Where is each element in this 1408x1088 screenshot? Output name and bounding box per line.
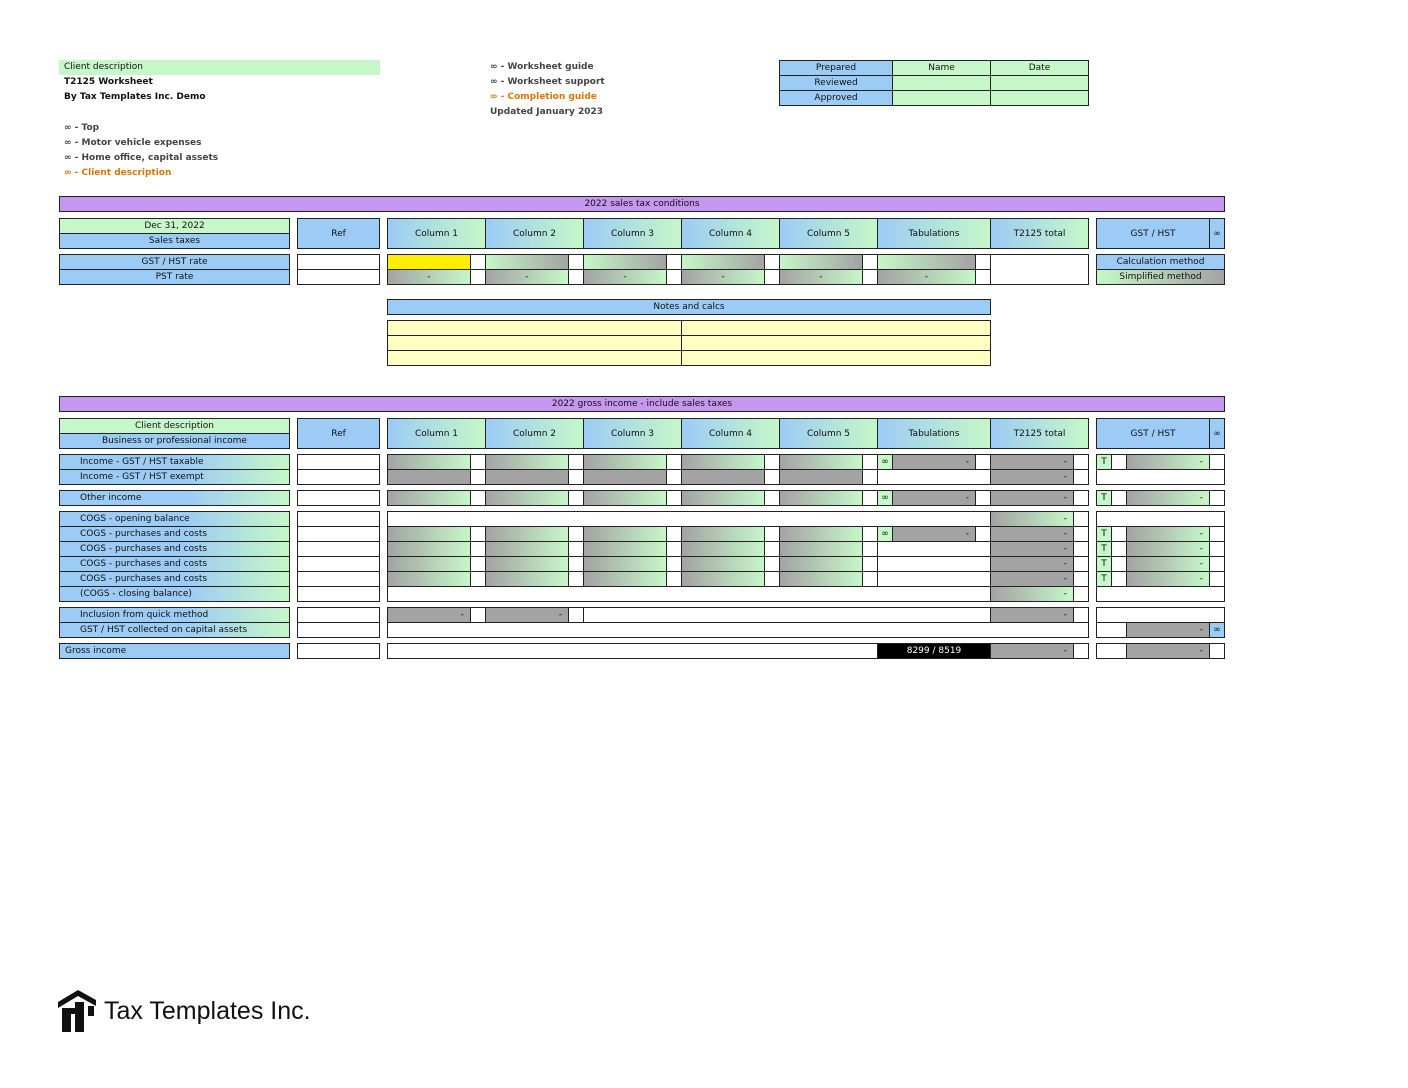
capital-gst-left <box>1096 622 1127 638</box>
cogs4-total-flag[interactable] <box>1073 571 1089 587</box>
taxable-col3-input[interactable] <box>583 454 667 470</box>
reviewed-name-input[interactable] <box>892 75 991 91</box>
quick-method-label: Inclusion from quick method <box>59 607 290 623</box>
cogs2-col1-flag[interactable] <box>470 541 486 557</box>
cogs-purchases-label-2: COGS - purchases and costs <box>59 541 290 557</box>
exempt-col2-input[interactable] <box>485 469 569 485</box>
ref-cogs-1[interactable] <box>297 526 380 542</box>
gst-hst-rate-label: GST / HST rate <box>59 254 290 270</box>
pst-rate-col4-flag[interactable] <box>764 269 780 285</box>
exempt-col1-flag[interactable] <box>470 469 486 485</box>
gross-line-reference: 8299 / 8519 <box>877 643 991 659</box>
pst-rate-col4: - <box>681 269 765 285</box>
income-column-3-header: Column 3 <box>583 418 682 449</box>
quick-col1-flag[interactable] <box>470 607 486 623</box>
quick-wide-blank <box>583 607 991 623</box>
cogs3-gst-marker: T <box>1096 556 1112 572</box>
other-col1-flag[interactable] <box>470 490 486 506</box>
ref-cogs-3[interactable] <box>297 556 380 572</box>
pst-rate-col5-flag[interactable] <box>862 269 878 285</box>
notes-row-2-right[interactable] <box>681 335 991 351</box>
calculation-method-option[interactable]: Calculation method <box>1096 254 1225 270</box>
cogs3-col2-flag[interactable] <box>568 556 584 572</box>
ref-taxable[interactable] <box>297 454 380 470</box>
cogs3-col3-flag[interactable] <box>666 556 682 572</box>
cogs1-col5-flag[interactable] <box>862 526 878 542</box>
cogs4-gst-marker: T <box>1096 571 1112 587</box>
cogs4-col4-flag[interactable] <box>764 571 780 587</box>
reviewed-label: Reviewed <box>779 75 893 91</box>
notes-row-1-left[interactable] <box>387 320 682 336</box>
ref-other[interactable] <box>297 490 380 506</box>
worksheet-name: T2125 Worksheet <box>64 77 153 87</box>
sales-column-3-header: Column 3 <box>583 218 682 249</box>
gross-gst-value: - <box>1126 643 1210 659</box>
cogs-close-total-flag[interactable] <box>1073 586 1089 602</box>
gst-rate-tab <box>877 254 976 270</box>
other-col5-input[interactable] <box>779 490 863 506</box>
taxable-gst-flag[interactable] <box>1111 454 1127 470</box>
simplified-method-option[interactable]: Simplified method <box>1096 269 1225 285</box>
ref-quick[interactable] <box>297 607 380 623</box>
quick-col2-flag[interactable] <box>568 607 584 623</box>
taxable-col1-flag[interactable] <box>470 454 486 470</box>
other-col1-input[interactable] <box>387 490 471 506</box>
cogs4-tab-blank <box>877 571 991 587</box>
nav-link-client-description[interactable]: ∞ - Client description <box>64 168 172 178</box>
other-gst-end[interactable] <box>1209 490 1225 506</box>
cogs1-col3-flag[interactable] <box>666 526 682 542</box>
notes-calcs-title: Notes and calcs <box>387 299 991 315</box>
gross-gst-end[interactable] <box>1209 643 1225 659</box>
cogs2-gst-marker: T <box>1096 541 1112 557</box>
other-tab-value: - <box>892 490 976 506</box>
cogs2-col5-flag[interactable] <box>862 541 878 557</box>
company-logo <box>56 988 98 1034</box>
taxable-total-flag[interactable] <box>1073 454 1089 470</box>
cogs1-col4-flag[interactable] <box>764 526 780 542</box>
exempt-col1-input[interactable] <box>387 469 471 485</box>
gst-rate-col4-flag[interactable] <box>764 254 780 270</box>
income-column-4-header: Column 4 <box>681 418 780 449</box>
other-total-flag[interactable] <box>1073 490 1089 506</box>
company-line: By Tax Templates Inc. Demo <box>64 92 206 102</box>
prepared-label: Prepared <box>779 60 893 76</box>
cogs4-col3-input[interactable] <box>583 571 667 587</box>
cogs3-col1-flag[interactable] <box>470 556 486 572</box>
pst-rate-ref[interactable] <box>297 269 380 285</box>
cogs2-col2-flag[interactable] <box>568 541 584 557</box>
date-header: Date <box>990 60 1089 76</box>
pst-rate-col1: - <box>387 269 471 285</box>
sales-tax-banner: 2022 sales tax conditions <box>59 196 1225 212</box>
other-gst-flag[interactable] <box>1111 490 1127 506</box>
income-column-2-header: Column 2 <box>485 418 584 449</box>
pst-rate-col1-flag[interactable] <box>470 269 486 285</box>
logo-text: Tax Templates Inc. <box>104 997 311 1025</box>
cogs1-gst-value: - <box>1126 526 1210 542</box>
taxable-tab-link[interactable]: ∞ <box>877 454 893 470</box>
cogs-close-wide <box>387 586 991 602</box>
notes-row-3-left[interactable] <box>387 350 682 366</box>
sales-column-2-header: Column 2 <box>485 218 584 249</box>
income-client-description: Client description <box>59 418 290 434</box>
house-logo-icon <box>56 988 98 1034</box>
cogs2-tab-blank <box>877 541 991 557</box>
cogs1-gst-end[interactable] <box>1209 526 1225 542</box>
other-income-label: Other income <box>59 490 290 506</box>
other-gst-marker: T <box>1096 490 1112 506</box>
other-gst-value: - <box>1126 490 1210 506</box>
other-col2-flag[interactable] <box>568 490 584 506</box>
cogs4-gst-flag[interactable] <box>1111 571 1127 587</box>
gross-gst-left <box>1096 643 1127 659</box>
cogs-open-total: - <box>990 511 1074 527</box>
cogs1-col1-flag[interactable] <box>470 526 486 542</box>
gst-rate-col2-flag[interactable] <box>568 254 584 270</box>
cogs3-col1-input[interactable] <box>387 556 471 572</box>
cogs-purchases-label-3: COGS - purchases and costs <box>59 556 290 572</box>
taxable-total: - <box>990 454 1074 470</box>
gst-rate-col5 <box>779 254 863 270</box>
sales-taxes-label: Sales taxes <box>59 233 290 249</box>
cogs3-gst-flag[interactable] <box>1111 556 1127 572</box>
taxable-col4-input[interactable] <box>681 454 765 470</box>
cogs4-col1-flag[interactable] <box>470 571 486 587</box>
quick-col1: - <box>387 607 471 623</box>
ref-cogs-4[interactable] <box>297 571 380 587</box>
cogs3-total: - <box>990 556 1074 572</box>
other-tab-flag[interactable] <box>975 490 991 506</box>
cogs-open-wide <box>387 511 991 527</box>
ref-cogs-open[interactable] <box>297 511 380 527</box>
gross-income-label: Gross income <box>59 643 290 659</box>
cogs3-col5-flag[interactable] <box>862 556 878 572</box>
taxable-gst-marker: T <box>1096 454 1112 470</box>
cogs2-gst-value: - <box>1126 541 1210 557</box>
cogs2-total-flag[interactable] <box>1073 541 1089 557</box>
exempt-col3-flag[interactable] <box>666 469 682 485</box>
other-col2-input[interactable] <box>485 490 569 506</box>
income-link-icon[interactable]: ∞ <box>1209 418 1225 449</box>
capital-gst-value: - <box>1126 622 1210 638</box>
income-ref-header: Ref <box>297 418 380 449</box>
cogs3-gst-value: - <box>1126 556 1210 572</box>
other-col4-flag[interactable] <box>764 490 780 506</box>
taxable-col5-input[interactable] <box>779 454 863 470</box>
taxable-tab-value: - <box>892 454 976 470</box>
notes-row-2-left[interactable] <box>387 335 682 351</box>
exempt-gst-blank <box>1096 469 1225 485</box>
exempt-total: - <box>990 469 1074 485</box>
cogs1-col1-input[interactable] <box>387 526 471 542</box>
cogs2-col5-input[interactable] <box>779 541 863 557</box>
exempt-col4-flag[interactable] <box>764 469 780 485</box>
other-col3-flag[interactable] <box>666 490 682 506</box>
cogs2-col4-input[interactable] <box>681 541 765 557</box>
gross-total-flag[interactable] <box>1073 643 1089 659</box>
gst-rate-tab-flag[interactable] <box>975 254 991 270</box>
cogs4-col2-input[interactable] <box>485 571 569 587</box>
cogs2-gst-end[interactable] <box>1209 541 1225 557</box>
ref-cogs-2[interactable] <box>297 541 380 557</box>
cogs1-gst-marker: T <box>1096 526 1112 542</box>
quick-gst-blank <box>1096 607 1225 623</box>
cogs-purchases-label-4: COGS - purchases and costs <box>59 571 290 587</box>
pst-rate-tab: - <box>877 269 976 285</box>
other-tab-link[interactable]: ∞ <box>877 490 893 506</box>
cogs-opening-label: COGS - opening balance <box>59 511 290 527</box>
nav-link-home-office[interactable]: ∞ - Home office, capital assets <box>64 153 219 163</box>
cogs-purchases-label-1: COGS - purchases and costs <box>59 526 290 542</box>
sales-ref-header: Ref <box>297 218 380 249</box>
cogs2-col3-flag[interactable] <box>666 541 682 557</box>
ref-gross[interactable] <box>297 643 380 659</box>
gst-rate-col1-flag[interactable] <box>470 254 486 270</box>
cogs4-col4-input[interactable] <box>681 571 765 587</box>
income-taxable-label: Income - GST / HST taxable <box>59 454 290 470</box>
sales-gst-hst-header: GST / HST <box>1096 218 1210 249</box>
gst-rate-col4 <box>681 254 765 270</box>
cogs-close-total: - <box>990 586 1074 602</box>
cogs1-gst-flag[interactable] <box>1111 526 1127 542</box>
cogs-closing-label: (COGS - closing balance) <box>59 586 290 602</box>
cogs2-col1-input[interactable] <box>387 541 471 557</box>
income-exempt-label: Income - GST / HST exempt <box>59 469 290 485</box>
cogs1-total: - <box>990 526 1074 542</box>
income-gst-hst-header: GST / HST <box>1096 418 1210 449</box>
cogs3-col4-input[interactable] <box>681 556 765 572</box>
cogs1-tab-flag[interactable] <box>975 526 991 542</box>
cogs2-col3-input[interactable] <box>583 541 667 557</box>
capital-wide-blank <box>387 622 1089 638</box>
gst-rate-col5-flag[interactable] <box>862 254 878 270</box>
cogs1-tab-value: - <box>892 526 976 542</box>
pst-rate-col3-flag[interactable] <box>666 269 682 285</box>
reviewed-date-input[interactable] <box>990 75 1089 91</box>
cogs2-col2-input[interactable] <box>485 541 569 557</box>
cogs4-total: - <box>990 571 1074 587</box>
cogs4-col1-input[interactable] <box>387 571 471 587</box>
ref-capital[interactable] <box>297 622 380 638</box>
gross-total: - <box>990 643 1074 659</box>
taxable-col3-flag[interactable] <box>666 454 682 470</box>
cogs4-col2-flag[interactable] <box>568 571 584 587</box>
cogs2-col4-flag[interactable] <box>764 541 780 557</box>
gst-hst-rate-ref[interactable] <box>297 254 380 270</box>
pst-rate-col2: - <box>485 269 569 285</box>
cogs2-gst-flag[interactable] <box>1111 541 1127 557</box>
taxable-col5-flag[interactable] <box>862 454 878 470</box>
taxable-gst-value: - <box>1126 454 1210 470</box>
client-description-label: Client description <box>64 62 143 72</box>
worksheet-support-link[interactable]: ∞ - Worksheet support <box>490 77 605 87</box>
taxable-col4-flag[interactable] <box>764 454 780 470</box>
exempt-col5-flag[interactable] <box>862 469 878 485</box>
sales-tabulations-header: Tabulations <box>877 218 991 249</box>
cogs3-gst-end[interactable] <box>1209 556 1225 572</box>
other-col5-flag[interactable] <box>862 490 878 506</box>
sales-column-1-header: Column 1 <box>387 218 486 249</box>
pst-rate-label: PST rate <box>59 269 290 285</box>
cogs4-gst-end[interactable] <box>1209 571 1225 587</box>
gst-rate-col2 <box>485 254 569 270</box>
cogs3-col3-input[interactable] <box>583 556 667 572</box>
taxable-gst-end[interactable] <box>1209 454 1225 470</box>
cogs2-total: - <box>990 541 1074 557</box>
cogs1-col2-input[interactable] <box>485 526 569 542</box>
updated-date: Updated January 2023 <box>490 107 604 117</box>
taxable-tab-flag[interactable] <box>975 454 991 470</box>
income-tabulations-header: Tabulations <box>877 418 991 449</box>
sales-t2125-total-header: T2125 total <box>990 218 1089 249</box>
sales-tax-date: Dec 31, 2022 <box>59 218 290 234</box>
cogs3-col4-flag[interactable] <box>764 556 780 572</box>
income-t2125-total-header: T2125 total <box>990 418 1089 449</box>
approved-name-input[interactable] <box>892 90 991 106</box>
cogs-open-total-flag[interactable] <box>1073 511 1089 527</box>
other-total: - <box>990 490 1074 506</box>
income-column-5-header: Column 5 <box>779 418 878 449</box>
other-col3-input[interactable] <box>583 490 667 506</box>
ref-cogs-close[interactable] <box>297 586 380 602</box>
name-header: Name <box>892 60 991 76</box>
sales-t2125-total-box <box>990 254 1089 285</box>
exempt-col5-input[interactable] <box>779 469 863 485</box>
income-column-1-header: Column 1 <box>387 418 486 449</box>
notes-row-1-right[interactable] <box>681 320 991 336</box>
notes-row-3-right[interactable] <box>681 350 991 366</box>
taxable-col1-input[interactable] <box>387 454 471 470</box>
sales-column-5-header: Column 5 <box>779 218 878 249</box>
gst-rate-col3 <box>583 254 667 270</box>
exempt-tab-blank <box>877 469 991 485</box>
cogs3-total-flag[interactable] <box>1073 556 1089 572</box>
cogs3-tab-blank <box>877 556 991 572</box>
ref-exempt[interactable] <box>297 469 380 485</box>
nav-link-top[interactable]: ∞ - Top <box>64 123 100 133</box>
exempt-col4-input[interactable] <box>681 469 765 485</box>
pst-rate-col5: - <box>779 269 863 285</box>
sales-column-4-header: Column 4 <box>681 218 780 249</box>
cogs-close-gst-blank <box>1096 586 1225 602</box>
worksheet-guide-link[interactable]: ∞ - Worksheet guide <box>490 62 594 72</box>
pst-rate-tab-flag[interactable] <box>975 269 991 285</box>
quick-col2: - <box>485 607 569 623</box>
pst-rate-col2-flag[interactable] <box>568 269 584 285</box>
cogs4-col5-flag[interactable] <box>862 571 878 587</box>
approved-date-input[interactable] <box>990 90 1089 106</box>
cogs4-col5-input[interactable] <box>779 571 863 587</box>
completion-guide-link[interactable]: ∞ - Completion guide <box>490 92 597 102</box>
cogs3-col5-input[interactable] <box>779 556 863 572</box>
business-income-label: Business or professional income <box>59 433 290 449</box>
capital-assets-gst-label: GST / HST collected on capital assets <box>59 622 290 638</box>
gross-wide-blank <box>387 643 878 659</box>
quick-total-flag[interactable] <box>1073 607 1089 623</box>
cogs1-col3-input[interactable] <box>583 526 667 542</box>
gross-income-banner: 2022 gross income - include sales taxes <box>59 396 1225 412</box>
capital-gst-link-icon[interactable]: ∞ <box>1209 622 1225 638</box>
other-col4-input[interactable] <box>681 490 765 506</box>
cogs1-col2-flag[interactable] <box>568 526 584 542</box>
exempt-total-flag[interactable] <box>1073 469 1089 485</box>
cogs3-col2-input[interactable] <box>485 556 569 572</box>
cogs1-total-flag[interactable] <box>1073 526 1089 542</box>
sales-link-icon[interactable]: ∞ <box>1209 218 1225 249</box>
quick-total: - <box>990 607 1074 623</box>
gst-rate-col3-flag[interactable] <box>666 254 682 270</box>
cogs4-gst-value: - <box>1126 571 1210 587</box>
approved-label: Approved <box>779 90 893 106</box>
pst-rate-col3: - <box>583 269 667 285</box>
cogs1-tab-link[interactable]: ∞ <box>877 526 893 542</box>
cogs1-col4-input[interactable] <box>681 526 765 542</box>
exempt-col2-flag[interactable] <box>568 469 584 485</box>
cogs4-col3-flag[interactable] <box>666 571 682 587</box>
exempt-col3-input[interactable] <box>583 469 667 485</box>
taxable-col2-flag[interactable] <box>568 454 584 470</box>
nav-link-motor-vehicle[interactable]: ∞ - Motor vehicle expenses <box>64 138 202 148</box>
taxable-col2-input[interactable] <box>485 454 569 470</box>
cogs1-col5-input[interactable] <box>779 526 863 542</box>
gst-rate-col1-input[interactable] <box>387 254 471 270</box>
cogs-open-gst-blank <box>1096 511 1225 527</box>
